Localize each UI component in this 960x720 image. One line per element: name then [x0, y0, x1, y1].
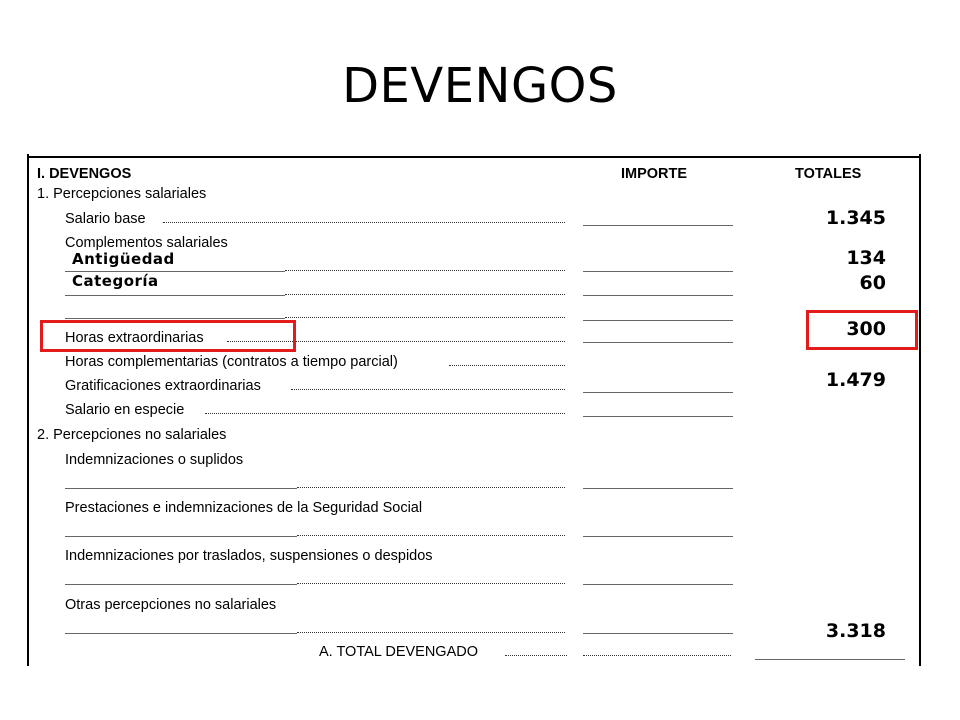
- row-label-prestaciones: Prestaciones e indemnizaciones de la Seguridad Social: [65, 500, 423, 516]
- leader-dots: [291, 387, 565, 390]
- importe-line: [583, 392, 733, 393]
- leader-dots: [285, 292, 565, 295]
- column-header-totales: TOTALES: [795, 166, 862, 182]
- annotation-categoria: Categoría: [72, 272, 159, 290]
- highlight-box-horas-extra-value: [806, 310, 918, 350]
- blank-line: [65, 633, 297, 634]
- value-total-devengado: 3.318: [825, 620, 886, 642]
- leader-dots: [163, 220, 565, 223]
- value-horas-extra: 300: [846, 318, 886, 340]
- section-header: I. DEVENGOS: [37, 166, 132, 182]
- column-header-importe: IMPORTE: [621, 166, 688, 182]
- leader-dots: [297, 581, 565, 584]
- leader-dots: [449, 363, 565, 366]
- leader-dots: [505, 653, 567, 656]
- leader-dots: [297, 485, 565, 488]
- row-label-gratificaciones: Gratificaciones extraordinarias: [65, 378, 261, 394]
- row-label-indemnizaciones-traslados: Indemnizaciones por traslados, suspensiones o despidos: [65, 548, 433, 564]
- importe-line: [583, 320, 733, 321]
- slide-title: DEVENGOS: [342, 58, 618, 114]
- value-antiguedad: 134: [846, 247, 886, 269]
- blank-line: [65, 488, 297, 489]
- row-label-indemnizaciones-suplidos: Indemnizaciones o suplidos: [65, 452, 244, 468]
- importe-line: [583, 488, 733, 489]
- form-top-border: [27, 156, 921, 158]
- leader-dots: [297, 630, 565, 633]
- section-1-title: 1. Percepciones salariales: [37, 186, 207, 202]
- form-right-border: [919, 154, 921, 666]
- blank-line: [65, 318, 285, 319]
- importe-line: [583, 342, 733, 343]
- row-label-horas-extra: Horas extraordinarias: [65, 330, 204, 346]
- row-label-horas-complementarias: Horas complementarias (contratos a tiempo parcial): [65, 354, 398, 370]
- row-label-salario-especie: Salario en especie: [65, 402, 185, 418]
- section-2-title: 2. Percepciones no salariales: [37, 427, 227, 443]
- leader-dots: [583, 653, 731, 656]
- value-gratificaciones: 1.479: [825, 369, 886, 391]
- form-left-border: [27, 154, 29, 666]
- blank-line: [65, 536, 297, 537]
- importe-line: [583, 225, 733, 226]
- row-label-complementos: Complementos salariales: [65, 235, 228, 251]
- value-categoria: 60: [859, 272, 886, 294]
- annotation-antiguedad: Antigüedad: [72, 250, 175, 268]
- value-salario-base: 1.345: [825, 207, 886, 229]
- leader-dots: [297, 533, 565, 536]
- devengos-form: [27, 154, 921, 666]
- blank-line: [65, 584, 297, 585]
- row-label-salario-base: Salario base: [65, 211, 146, 227]
- row-label-otras-percepciones: Otras percepciones no salariales: [65, 597, 277, 613]
- highlight-box-horas-extra-label: [40, 320, 296, 352]
- importe-line: [583, 633, 733, 634]
- total-devengado-label: A. TOTAL DEVENGADO: [319, 644, 479, 660]
- leader-dots: [205, 411, 565, 414]
- importe-line: [583, 416, 733, 417]
- leader-dots: [285, 268, 565, 271]
- importe-line: [583, 271, 733, 272]
- total-line: [755, 659, 905, 660]
- importe-line: [583, 584, 733, 585]
- importe-line: [583, 295, 733, 296]
- blank-line: [65, 295, 285, 296]
- leader-dots: [285, 315, 565, 318]
- importe-line: [583, 536, 733, 537]
